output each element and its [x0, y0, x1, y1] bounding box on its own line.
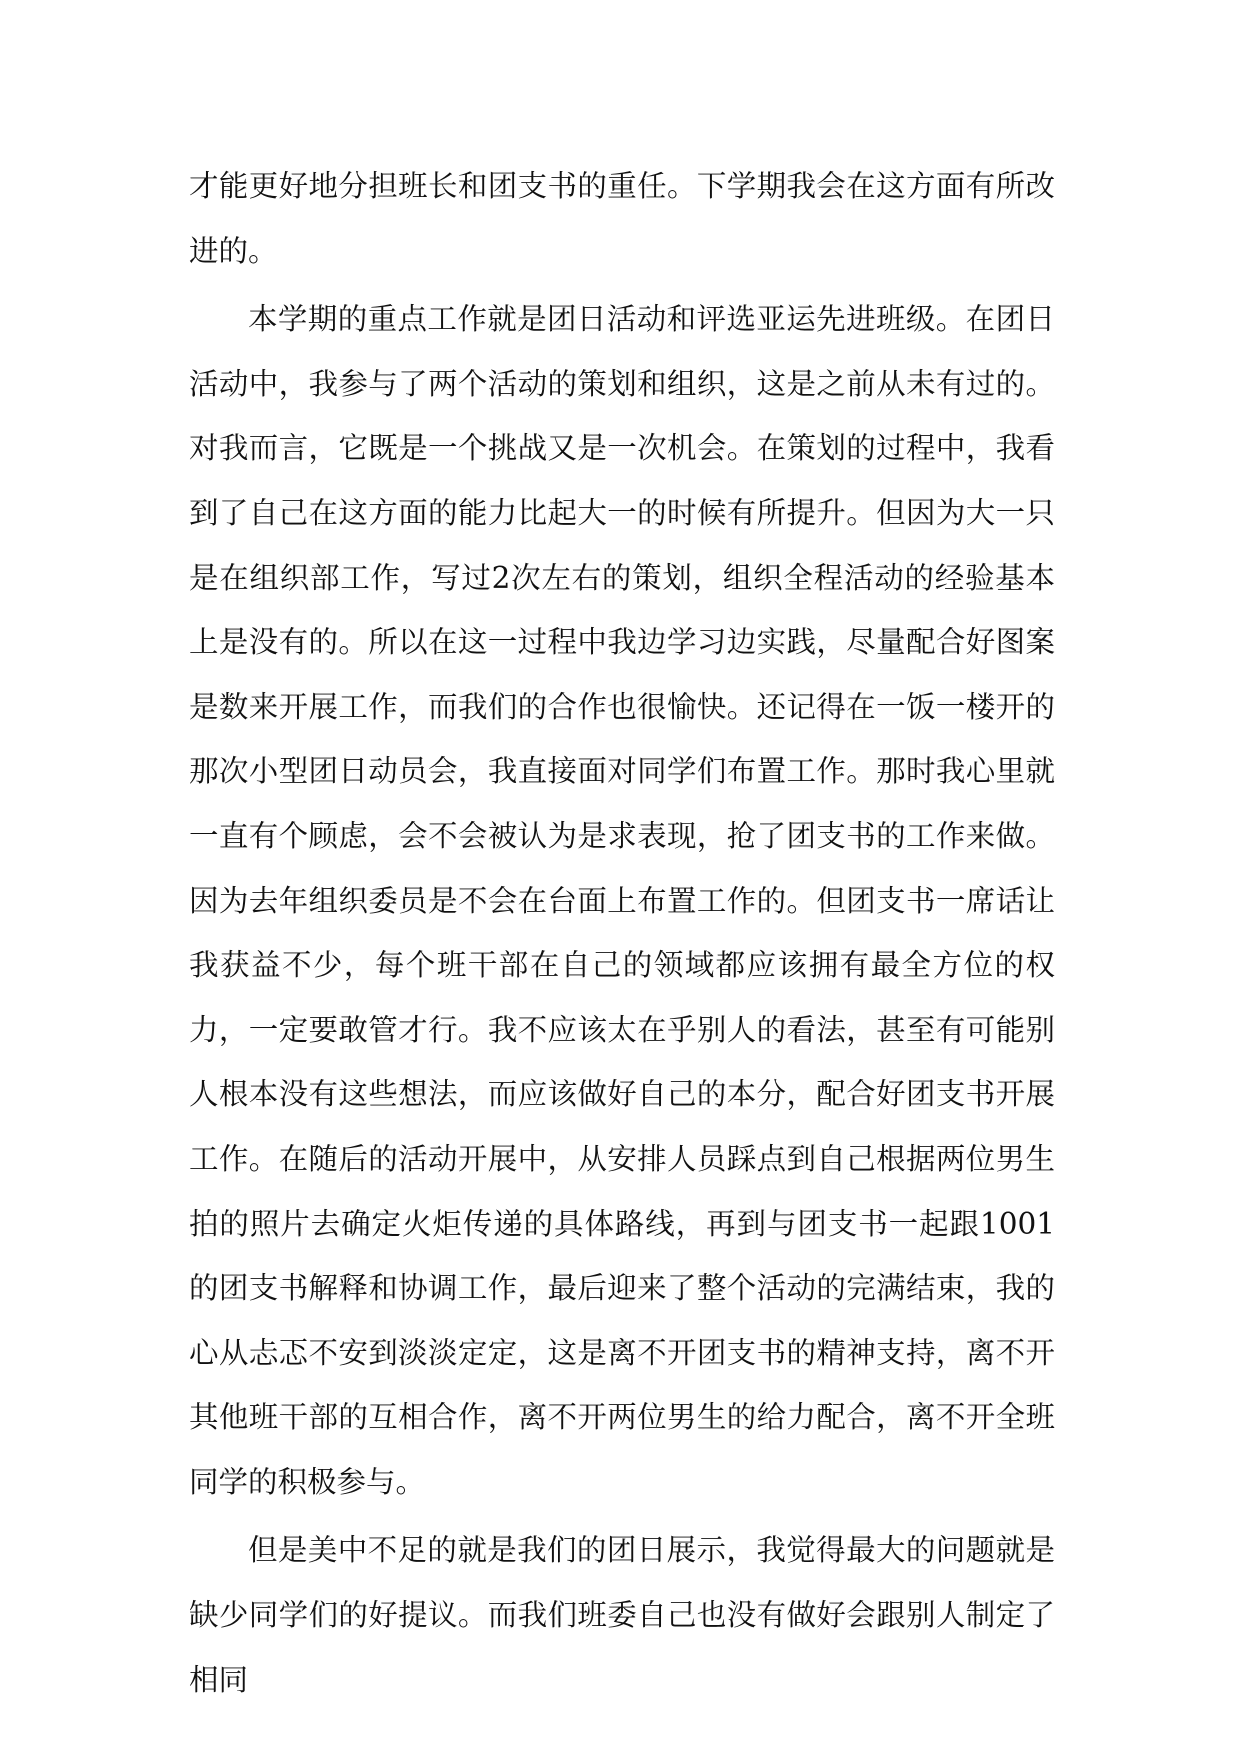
paragraph-key-work: 本学期的重点工作就是团日活动和评选亚运先进班级。在团日活动中，我参与了两个活动的策划和组织，这是之前从未有过的。对我而言，它既是一个挑战又是一次机会。在策划的过程中，我看到了自己在这方面的能力比起大一的时候有所提升。但因为大一只是在组织部工作，写过2次左右的策划，组织全程活动的经验基本上是没有的。所以在这一过程中我边学习边实践，尽量配合好图案是数来开展工作，而我们的合作也很愉快。还记得在一饭一楼开的那次小型团日动员会，我直接面对同学们布置工作。那时我心里就一直有个顾虑，会不会被认为是求表现，抢了团支书的工作来做。因为去年组织委员是不会在台面上布置工作的。但团支书一席话让我获益不少，每个班干部在自己的领域都应该拥有最全方位的权力，一定要敢管才行。我不应该太在乎别人的看法，甚至有可能别人根本没有这些想法，而应该做好自己的本分，配合好团支书开展工作。在随后的活动开展中，从安排人员踩点到自己根据两位男生拍的照片去确定火炬传递的具体路线，再到与团支书一起跟1001的团支书解释和协调工作，最后迎来了整个活动的完满结束，我的心从忐忑不安到淡淡定定，这是离不开团支书的精神支持，离不开其他班干部的互相合作，离不开两位男生的给力配合，离不开全班同学的积极参与。 — [189, 302, 1055, 1499]
document-page — [189, 154, 1055, 1716]
paragraph-continuation: 才能更好地分担班长和团支书的重任。下学期我会在这方面有所改进的。 — [189, 169, 1055, 268]
paragraph-shortcomings: 但是美中不足的就是我们的团日展示，我觉得最大的问题就是缺少同学们的好提议。而我们班委自己也没有做好会跟别人制定了相同 — [189, 1533, 1055, 1697]
